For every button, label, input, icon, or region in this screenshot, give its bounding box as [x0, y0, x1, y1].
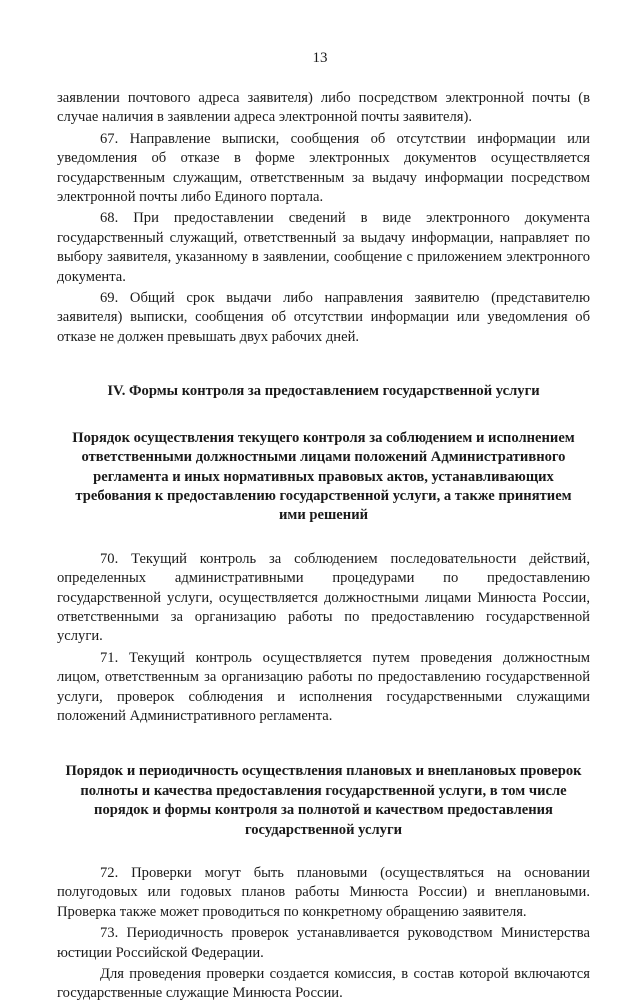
- paragraph-73-continuation: Для проведения проверки создается комиссия, в состав которой включаются государственные служащие Минюста России.: [57, 966, 590, 1002]
- paragraph-68: 68. При предоставлении сведений в виде электронного документа государственный служащий, ответственный за выдачу информации, направляет по выбору заявителя, указанному в заявлении, сообщение с приложением электронного документа.: [57, 210, 590, 285]
- paragraph-72: 72. Проверки могут быть плановыми (осуществляться на основании полугодовых или годовых планов работы Минюста России) и внеплановыми. Проверка также может проводиться по конкретному обращению заявителя.: [57, 865, 590, 920]
- paragraph-continuation: заявлении почтового адреса заявителя) либо посредством электронной почты (в случае наличия в заявлении адреса электронной почты заявителя).: [57, 90, 590, 126]
- paragraph-67: 67. Направление выписки, сообщения об отсутствии информации или уведомления об отказе в форме электронных документов осуществляется государственным служащим, ответственным за выдачу информации посредством электронной почты либо Единого портала.: [57, 130, 590, 206]
- paragraph-70: 70. Текущий контроль за соблюдением последовательности действий, определенных административными процедурами по предоставлению государственной услуги, осуществляется должностными лицами Минюста России, ответственными за организацию работы по предоставлению государственной услуги.: [57, 550, 590, 645]
- section-heading-iv: IV. Формы контроля за предоставлением государственной услуги: [107, 383, 540, 400]
- subheading-periodic-checks: Порядок и периодичность осуществления плановых и внеплановых проверок полноты и качества предоставления государственной услуги, в том числе порядок и формы контроля за полнотой и качеством предоставления государственной услуги: [65, 763, 582, 838]
- document-body: [57, 89, 590, 1004]
- page-number: 13: [312, 50, 328, 66]
- paragraph-71: 71. Текущий контроль осуществляется путем проведения должностным лицом, ответственным за организацию работы по предоставлению государственной услуги, проверок соблюдения и исполнения государственными служащими положений Административного регламента.: [57, 649, 590, 724]
- paragraph-73: 73. Периодичность проверок устанавливается руководством Министерства юстиции Российской Федерации.: [57, 925, 590, 961]
- paragraph-69: 69. Общий срок выдачи либо направления заявителю (представителю заявителя) выписки, сообщения об отсутствии информации или уведомления об отказе не должен превышать двух рабочих дней.: [57, 290, 590, 345]
- subheading-current-control: Порядок осуществления текущего контроля за соблюдением и исполнением ответственными должностными лицами положений Административного регламента и иных нормативных правовых актов, устанавливающих требования к предоставлению государственной услуги, а также принятием ими решений: [72, 429, 575, 524]
